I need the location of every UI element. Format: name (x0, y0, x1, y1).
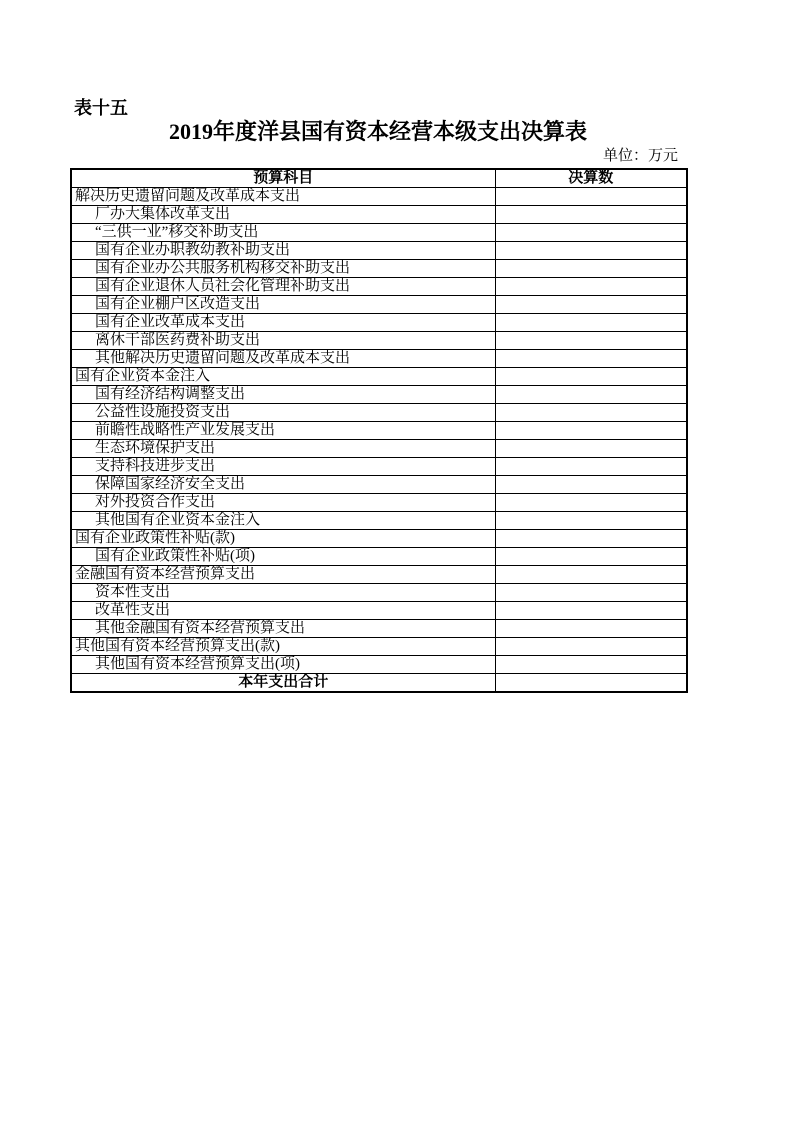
amount-cell (495, 602, 687, 620)
subject-cell: 国有企业政策性补贴(项) (71, 548, 495, 566)
subject-cell: 国有企业办公共服务机构移交补助支出 (71, 260, 495, 278)
amount-cell (495, 224, 687, 242)
amount-cell (495, 458, 687, 476)
amount-cell (495, 530, 687, 548)
table-row (71, 260, 687, 278)
subject-cell: 离休干部医药费补助支出 (71, 332, 495, 350)
table-row (71, 242, 687, 260)
amount-cell (495, 584, 687, 602)
table-row (71, 512, 687, 530)
table-row (71, 530, 687, 548)
table-row (71, 224, 687, 242)
amount-cell (495, 188, 687, 206)
subject-cell: 其他国有资本经营预算支出(项) (71, 656, 495, 674)
subject-cell: 支持科技进步支出 (71, 458, 495, 476)
amount-cell (495, 494, 687, 512)
page-title: 2019年度洋县国有资本经营本级支出决算表 (168, 119, 587, 144)
table-row (71, 494, 687, 512)
subject-cell: “三供一业”移交补助支出 (71, 224, 495, 242)
amount-cell (495, 332, 687, 350)
table-body (71, 188, 687, 674)
amount-cell (495, 314, 687, 332)
table-row (71, 458, 687, 476)
subject-cell: 国有经济结构调整支出 (71, 386, 495, 404)
unit-note: 单位：万元 (602, 148, 678, 164)
amount-cell (495, 422, 687, 440)
subject-cell: 金融国有资本经营预算支出 (71, 566, 495, 584)
total-amount-cell (495, 674, 687, 693)
subject-cell: 国有企业退休人员社会化管理补助支出 (71, 278, 495, 296)
table-row (71, 638, 687, 656)
table-row (71, 350, 687, 368)
amount-cell (495, 260, 687, 278)
subject-cell: 国有企业改革成本支出 (71, 314, 495, 332)
amount-cell (495, 242, 687, 260)
subject-cell: 国有企业政策性补贴(款) (71, 530, 495, 548)
budget-table (70, 168, 688, 693)
subject-cell: 其他解决历史遗留问题及改革成本支出 (71, 350, 495, 368)
subject-cell: 公益性设施投资支出 (71, 404, 495, 422)
table-row (71, 440, 687, 458)
subject-cell: 对外投资合作支出 (71, 494, 495, 512)
amount-cell (495, 296, 687, 314)
subject-cell: 其他金融国有资本经营预算支出 (71, 620, 495, 638)
subject-cell: 其他国有企业资本金注入 (71, 512, 495, 530)
table-row (71, 278, 687, 296)
table-row (71, 314, 687, 332)
subject-cell: 生态环境保护支出 (71, 440, 495, 458)
subject-cell: 其他国有资本经营预算支出(款) (71, 638, 495, 656)
subject-cell: 国有企业棚户区改造支出 (71, 296, 495, 314)
amount-cell (495, 404, 687, 422)
table-row (71, 584, 687, 602)
table-row (71, 296, 687, 314)
subject-cell: 国有企业办职教幼教补助支出 (71, 242, 495, 260)
table-row (71, 476, 687, 494)
table-row (71, 548, 687, 566)
amount-cell (495, 386, 687, 404)
table-row (71, 368, 687, 386)
amount-cell (495, 476, 687, 494)
subject-cell: 资本性支出 (71, 584, 495, 602)
table-number-label: 表十五 (74, 98, 128, 118)
table-row (71, 620, 687, 638)
amount-cell (495, 350, 687, 368)
amount-cell (495, 638, 687, 656)
subject-cell: 改革性支出 (71, 602, 495, 620)
total-row (71, 674, 687, 693)
col-header-subject: 预算科目 (71, 169, 495, 188)
table-row (71, 188, 687, 206)
total-label-cell: 本年支出合计 (71, 674, 495, 693)
amount-cell (495, 656, 687, 674)
amount-cell (495, 206, 687, 224)
table-row (71, 404, 687, 422)
table-row (71, 656, 687, 674)
header-row (71, 169, 687, 188)
amount-cell (495, 620, 687, 638)
subject-cell: 国有企业资本金注入 (71, 368, 495, 386)
amount-cell (495, 440, 687, 458)
subject-cell: 厂办大集体改革支出 (71, 206, 495, 224)
table-row (71, 332, 687, 350)
table-row (71, 566, 687, 584)
subject-cell: 前瞻性战略性产业发展支出 (71, 422, 495, 440)
table-row (71, 206, 687, 224)
table-row (71, 386, 687, 404)
amount-cell (495, 278, 687, 296)
amount-cell (495, 566, 687, 584)
col-header-amount: 决算数 (495, 169, 687, 188)
table-row (71, 602, 687, 620)
amount-cell (495, 512, 687, 530)
subject-cell: 保障国家经济安全支出 (71, 476, 495, 494)
table-row (71, 422, 687, 440)
amount-cell (495, 548, 687, 566)
subject-cell: 解决历史遗留问题及改革成本支出 (71, 188, 495, 206)
amount-cell (495, 368, 687, 386)
